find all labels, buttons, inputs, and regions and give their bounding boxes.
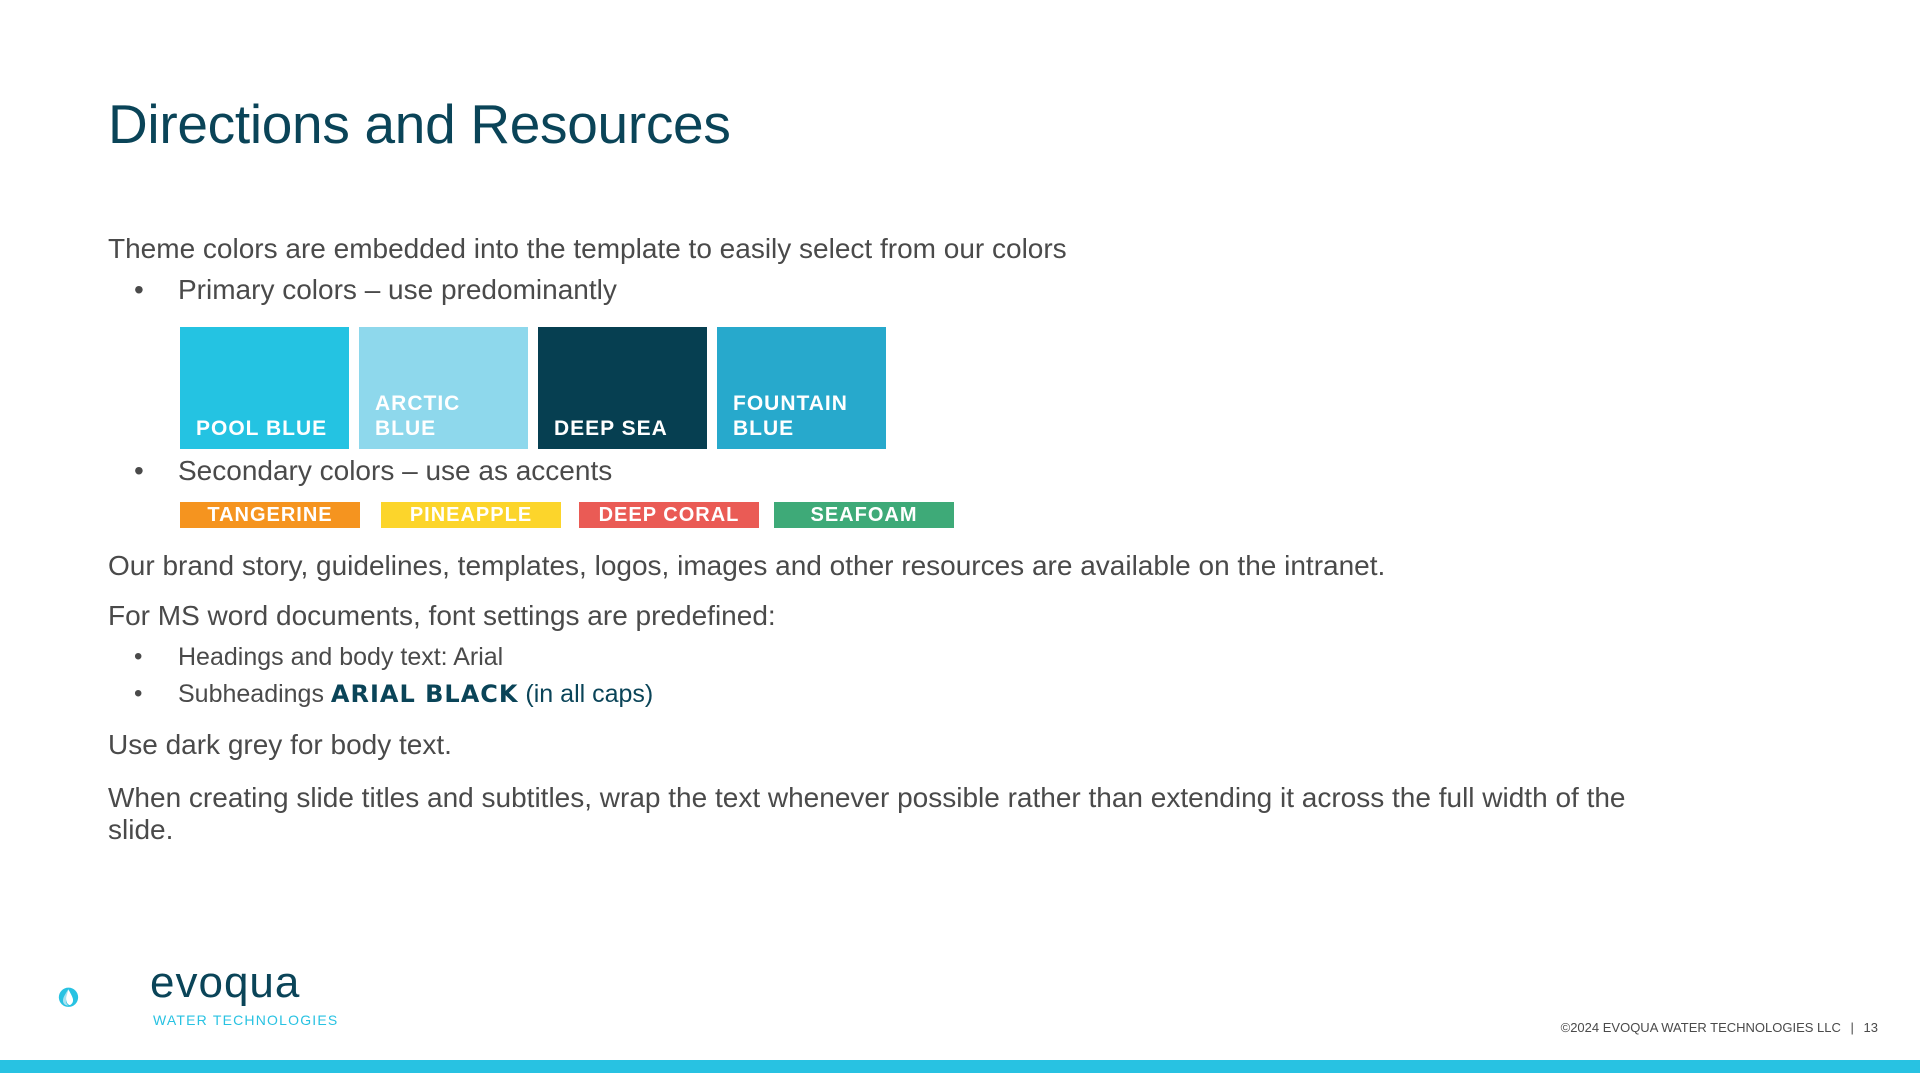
logo-subtitle: WATER TECHNOLOGIES <box>153 1012 339 1028</box>
bullet-glyph: • <box>134 455 144 486</box>
slide-title: Directions and Resources <box>108 93 731 155</box>
swatch-label: ARCTIC BLUE <box>375 392 461 440</box>
chip-deep-coral: DEEP CORAL <box>579 502 759 528</box>
swatch-label: FOUNTAIN BLUE <box>733 392 848 440</box>
logo-wordmark: evoqua <box>150 958 301 1007</box>
grey-text-note: Use dark grey for body text. <box>108 729 452 760</box>
wrap-text-line2: slide. <box>108 814 174 845</box>
chip-tangerine: TANGERINE <box>180 502 360 528</box>
bottom-accent-bar <box>0 1060 1920 1073</box>
word-bullet-fonts: Headings and body text: Arial <box>178 643 504 671</box>
swatch-deep-sea <box>538 327 707 449</box>
wrap-text-line1: When creating slide titles and subtitles, wrap the text whenever possible rather than extending it across the full width of the <box>108 782 1626 813</box>
secondary-colors-label: Secondary colors – use as accents <box>178 455 613 486</box>
bullet-glyph: • <box>134 643 143 670</box>
footer-separator: | <box>1850 1020 1854 1035</box>
footer-copyright <box>1561 1020 1878 1035</box>
bullet-glyph: • <box>134 274 144 305</box>
bullet-glyph: • <box>134 680 143 707</box>
swatch-pool-blue <box>180 327 349 449</box>
swatch-label: DEEP SEA <box>554 417 668 440</box>
arial-black-emphasis: ARIAL BLACK <box>330 680 519 708</box>
swatch-arctic-blue <box>359 327 528 449</box>
page-number: 13 <box>1863 1020 1878 1035</box>
swatch-fountain-blue <box>717 327 886 449</box>
resources-text: Our brand story, guidelines, templates, logos, images and other resources are available on the intranet. <box>108 550 1386 581</box>
primary-colors-label: Primary colors – use predominantly <box>178 274 617 305</box>
copyright-text: ©2024 EVOQUA WATER TECHNOLOGIES LLC <box>1560 1020 1841 1035</box>
word-bullet-subheadings <box>178 680 653 708</box>
all-caps-note: (in all caps) <box>518 680 654 708</box>
swatch-label: POOL BLUE <box>196 417 328 440</box>
intro-text: Theme colors are embedded into the template to easily select from our colors <box>108 233 1067 264</box>
evoqua-drop-logo-icon <box>58 960 138 1034</box>
chip-pineapple: PINEAPPLE <box>381 502 561 528</box>
subheadings-prefix: Subheadings <box>178 680 331 708</box>
chip-seafoam: SEAFOAM <box>774 502 954 528</box>
word-heading: For MS word documents, font settings are predefined: <box>108 600 776 631</box>
